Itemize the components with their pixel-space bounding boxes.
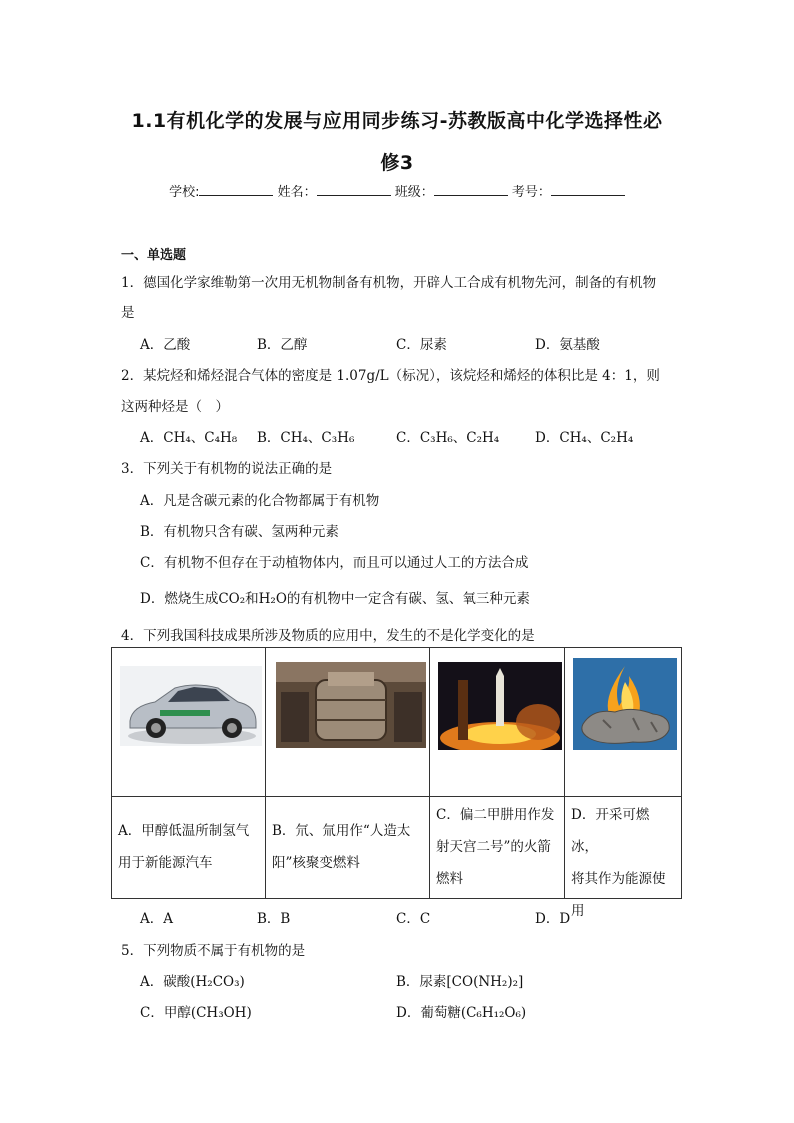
q1-option-b[interactable]: B．乙醇 bbox=[257, 337, 308, 353]
q5-option-d[interactable]: D．葡萄糖(C₆H₁₂O₆) bbox=[396, 1005, 527, 1021]
q4-option-a[interactable]: A．A bbox=[140, 911, 173, 927]
q4-caption-d-line2: 将其作为能源使 bbox=[571, 871, 666, 887]
q5-option-b[interactable]: B．尿素[CO(NH₂)₂] bbox=[396, 974, 524, 990]
q4-option-d[interactable]: D．D bbox=[535, 911, 571, 927]
q4-caption-cell-a bbox=[112, 797, 266, 899]
q3-option-d[interactable]: D．燃烧生成CO₂和H₂O的有机物中一定含有碳、氢、氧三种元素 bbox=[140, 591, 530, 607]
q1-option-d[interactable]: D．氨基酸 bbox=[535, 337, 600, 353]
q4-option-c[interactable]: C．C bbox=[396, 911, 431, 927]
q5-stem: 5．下列物质不属于有机物的是 bbox=[121, 943, 306, 959]
q4-caption-cell-d bbox=[565, 797, 682, 919]
q4-image-cell-d bbox=[565, 648, 682, 797]
name-label: 姓名： bbox=[277, 185, 317, 200]
fusion-reactor-image bbox=[276, 662, 426, 748]
q4-image-cell-b bbox=[266, 648, 430, 797]
q5-option-c[interactable]: C．甲醇(CH₃OH) bbox=[140, 1005, 252, 1021]
q2-option-d[interactable]: D．CH₄、C₂H₄ bbox=[535, 430, 634, 446]
student-info-line bbox=[0, 181, 794, 200]
q4-caption-a-line2: 用于新能源汽车 bbox=[118, 855, 213, 871]
name-blank[interactable] bbox=[317, 183, 391, 196]
q2-stem-line2: 这两种烃是（ ） bbox=[121, 399, 229, 415]
q4-caption-a-line1: A．甲醇低温所制氢气 bbox=[118, 823, 250, 839]
q4-image-cell-c bbox=[430, 648, 565, 797]
class-blank[interactable] bbox=[434, 183, 508, 196]
section-title: 一、单选题 bbox=[121, 248, 187, 263]
q5-option-a[interactable]: A．碳酸(H₂CO₃) bbox=[140, 974, 245, 990]
number-label: 考号： bbox=[511, 185, 551, 200]
q3-option-c[interactable]: C．有机物不但存在于动植物体内，而且可以通过人工的方法合成 bbox=[140, 555, 529, 571]
q1-option-c[interactable]: C．尿素 bbox=[396, 337, 447, 353]
q1-stem-line2: 是 bbox=[121, 305, 135, 321]
q4-caption-cell-b bbox=[266, 797, 430, 899]
q2-stem-line1: 2．某烷烃和烯烃混合气体的密度是 1.07g/L（标况），该烷烃和烯烃的体积比是 4：1，则 bbox=[121, 368, 660, 384]
q4-option-b[interactable]: B．B bbox=[257, 911, 291, 927]
q4-caption-b-line1: B．氘、氚用作“人造太 bbox=[272, 823, 411, 839]
q4-caption-c-line3: 燃料 bbox=[436, 871, 463, 887]
q4-caption-c-line1: C．偏二甲肼用作发 bbox=[436, 807, 555, 823]
q4-caption-cell-c bbox=[430, 797, 565, 899]
q2-option-a[interactable]: A．CH₄、C₄H₈ bbox=[140, 430, 238, 446]
q1-stem-line1: 1．德国化学家维勒第一次用无机物制备有机物，开辟人工合成有机物先河，制备的有机物 bbox=[121, 275, 657, 291]
q3-stem: 3．下列关于有机物的说法正确的是 bbox=[121, 461, 333, 477]
q1-option-a[interactable]: A．乙酸 bbox=[140, 337, 191, 353]
doc-title-line2: 修3 bbox=[380, 152, 414, 174]
school-label: 学校: bbox=[169, 185, 200, 200]
q3-option-a[interactable]: A．凡是含碳元素的化合物都属于有机物 bbox=[140, 493, 380, 509]
q3-option-b[interactable]: B．有机物只含有碳、氢两种元素 bbox=[140, 524, 339, 540]
q4-caption-c-line2: 射天宫二号”的火箭 bbox=[436, 839, 551, 855]
combustible-ice-image bbox=[573, 658, 677, 750]
q4-caption-d-line3: 用 bbox=[571, 903, 585, 919]
q2-option-b[interactable]: B．CH₄、C₃H₆ bbox=[257, 430, 355, 446]
doc-title-line1: 1.1有机化学的发展与应用同步练习-苏教版高中化学选择性必 bbox=[131, 110, 663, 132]
school-blank[interactable] bbox=[199, 183, 273, 196]
q4-caption-d-line1: D．开采可燃冰， bbox=[571, 807, 650, 855]
car-image bbox=[120, 666, 262, 746]
rocket-launch-image bbox=[438, 662, 562, 750]
number-blank[interactable] bbox=[551, 183, 625, 196]
q4-image-cell-a bbox=[112, 648, 266, 797]
q2-option-c[interactable]: C．C₃H₆、C₂H₄ bbox=[396, 430, 500, 446]
q4-caption-b-line2: 阳”核聚变燃料 bbox=[272, 855, 360, 871]
class-label: 班级： bbox=[394, 185, 434, 200]
q4-stem: 4．下列我国科技成果所涉及物质的应用中，发生的不是化学变化的是 bbox=[121, 628, 535, 644]
